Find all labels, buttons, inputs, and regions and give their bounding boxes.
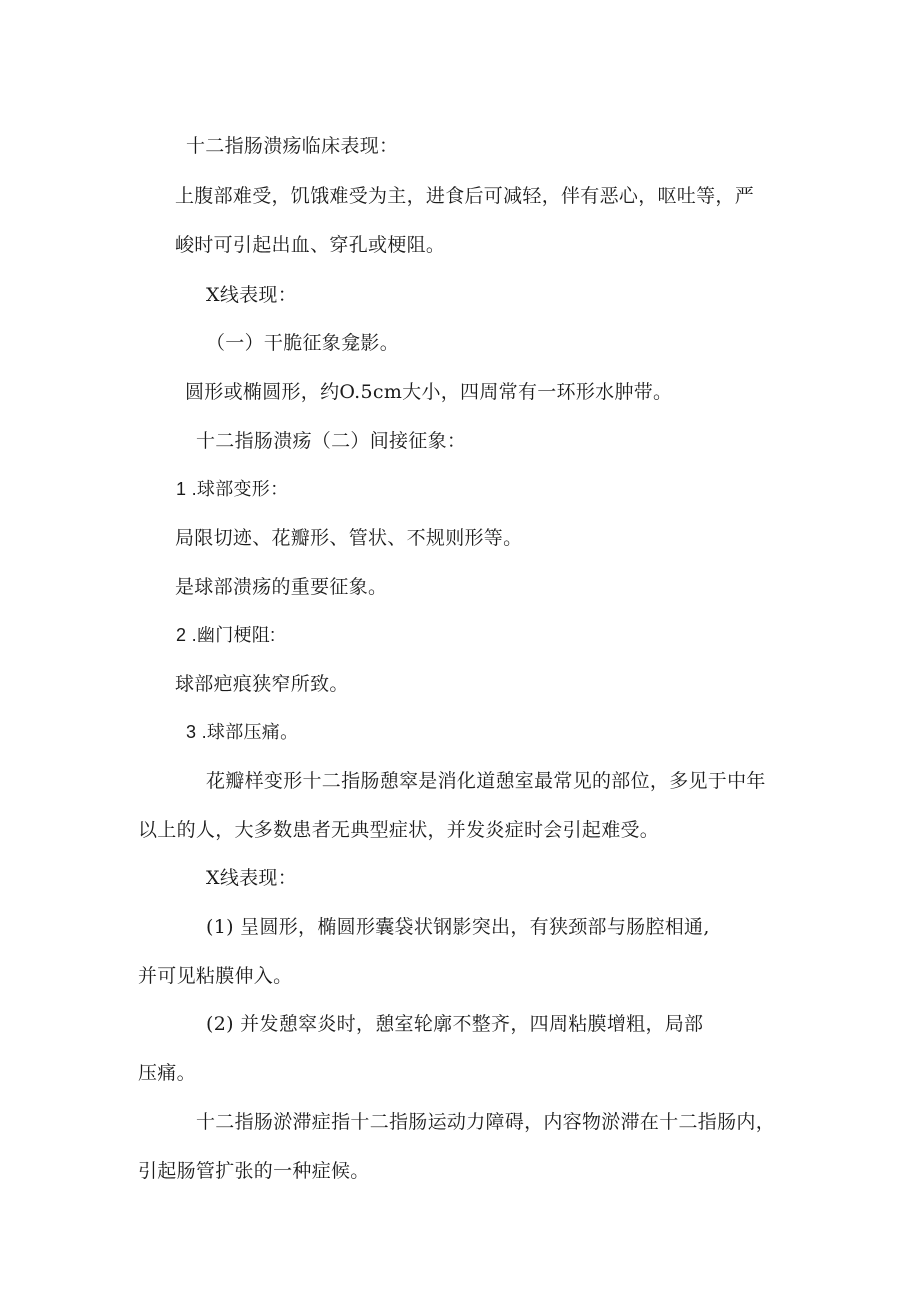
paragraph-line: 花瓣样变形十二指肠憩窣是消化道憩室最常见的部位，多见于中年: [206, 770, 766, 792]
heading-xray: X线表现：: [206, 284, 298, 306]
paragraph-line: 圆形或椭圆形，约O.5cm大小，四周常有一环形水肿带。: [185, 381, 673, 403]
paragraph-line: 以上的人，大多数患者无典型症状，并发炎症时会引起难受。: [138, 819, 660, 841]
list-item-2: 2 .幽门梗阻:: [176, 625, 276, 645]
list-item-3: 3 .球部压痛。: [186, 722, 299, 742]
paragraph-line: 十二指肠淤滞症指十二指肠运动力障碍，内容物淤滞在十二指肠内，: [196, 1111, 776, 1133]
paragraph-line: 球部疤痕狭窄所致。: [175, 673, 349, 695]
subheading-direct-sign: （一）干脆征象龛影。: [206, 332, 400, 354]
list-item-paren-2: (2) 并发憩窣炎时，憩室轮廓不整齐，四周粘膜增粗，局部: [206, 1013, 704, 1035]
subheading-indirect-sign: 十二指肠溃疡（二）间接征象：: [196, 430, 467, 452]
paragraph-line: 引起肠管扩张的一种症候。: [138, 1160, 370, 1182]
list-item-paren-1: (1) 呈圆形，椭圆形囊袋状钢影突出，有狭颈部与肠腔相通,: [206, 916, 710, 938]
paragraph-line: 局限切迹、花瓣形、管状、不规则形等。: [175, 527, 523, 549]
paragraph-line: 并可见粘膜伸入。: [138, 965, 293, 987]
paragraph-line: 上腹部难受，饥饿难受为主，进食后可减轻，伴有恶心，呕吐等，严: [175, 185, 755, 207]
heading-ulcer-clinical: 十二指肠溃疡临床表现：: [186, 135, 399, 157]
paragraph-line: 压痛。: [138, 1062, 196, 1084]
heading-xray-2: X线表现：: [206, 867, 298, 889]
paragraph-line: 峻时可引起出血、穿孔或梗阻。: [175, 234, 446, 256]
list-item-1: 1 .球部变形：: [176, 479, 289, 499]
paragraph-line: 是球部溃疡的重要征象。: [175, 576, 388, 598]
